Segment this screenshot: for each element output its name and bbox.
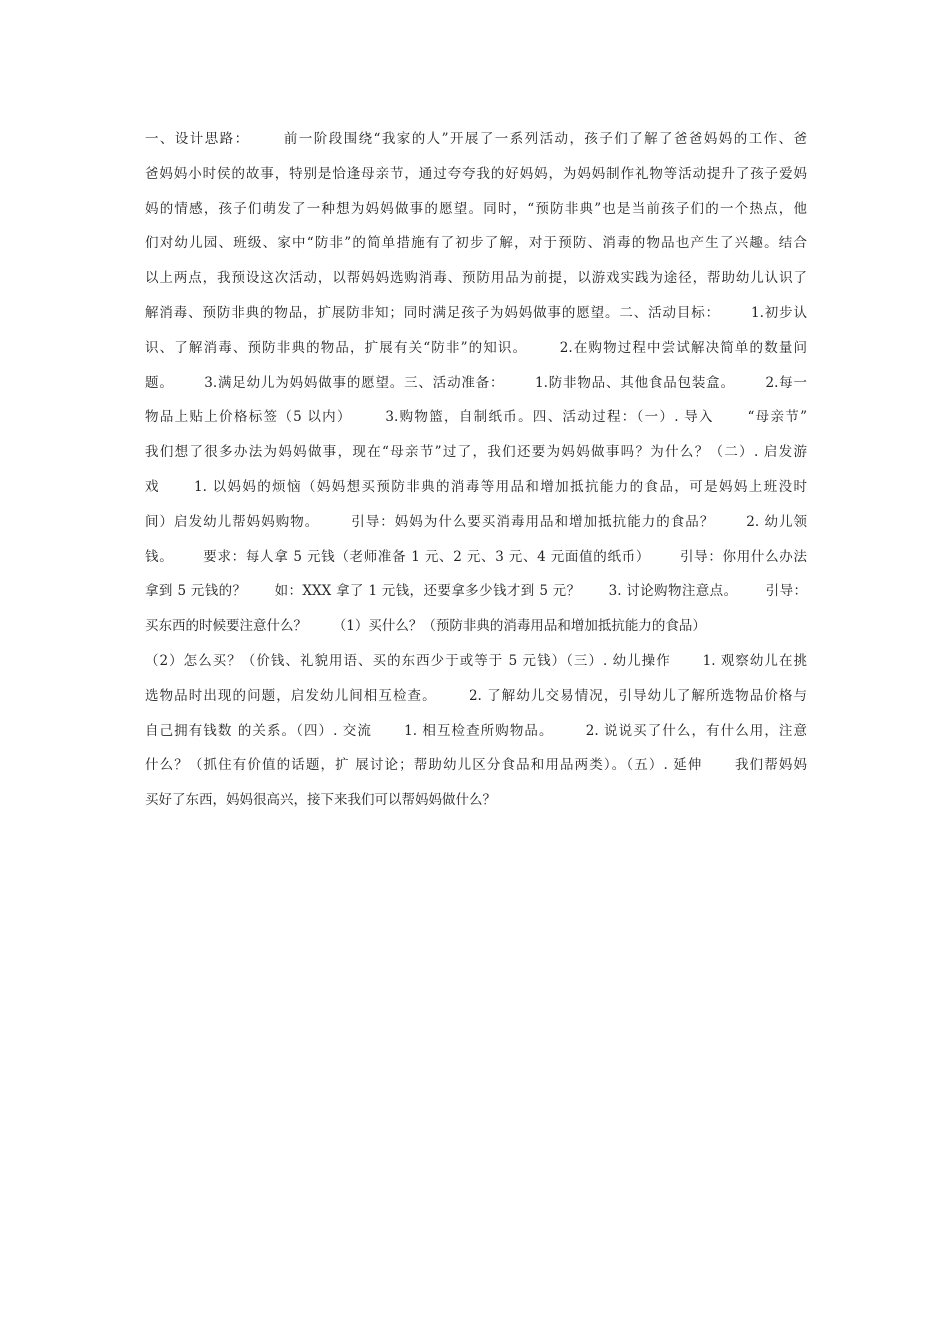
text-line: 妈的情感，孩子们萌发了一种想为妈妈做事的愿望。同时，“预防非典”也是当前孩子们的一个热点，他: [145, 200, 807, 217]
text-line: 什么？（抓住有价值的话题，扩 展讨论；帮助幼儿区分食品和用品两类）。（五）. 延伸 我们帮妈妈: [145, 757, 807, 774]
text-line: 钱。 要求：每人拿 5 元钱（老师准备 1 元、2 元、3 元、4 元面值的纸币） 引导：你用什么办法: [145, 548, 807, 565]
text-line: 买好了东西，妈妈很高兴，接下来我们可以帮妈妈做什么？: [145, 792, 496, 809]
text-line: 一、设计思路： 前一阶段围绕“我家的人”开展了一系列活动，孩子们了解了爸爸妈妈的工作、爸: [145, 131, 807, 147]
text-line: 间）启发幼儿帮妈妈购物。 引导：妈妈为什么要买消毒用品和增加抵抗能力的食品？ 2. 幼儿领: [145, 513, 807, 530]
text-line: 我们想了很多办法为妈妈做事，现在“母亲节”过了，我们还要为妈妈做事吗？为什么？（二）. 启发游: [145, 444, 807, 461]
text-line: 戏 1. 以妈妈的烦恼（妈妈想买预防非典的消毒等用品和增加抵抗能力的食品，可是妈妈上班没时: [145, 478, 807, 495]
text-line: 们对幼儿园、班级、家中“防非”的简单措施有了初步了解，对于预防、消毒的物品也产生了兴趣。结合: [145, 235, 807, 252]
text-line: 物品上贴上价格标签（5 以内） 3.购物篮，自制纸币。四、活动过程：（一）. 导入 “母亲节”: [145, 409, 807, 426]
document-body: [145, 122, 807, 818]
text-line: 题。 3.满足幼儿为妈妈做事的愿望。三、活动准备： 1.防非物品、其他食品包装盒。 2.每一: [145, 374, 807, 391]
text-line: 选物品时出现的问题，启发幼儿间相互检查。 2. 了解幼儿交易情况，引导幼儿了解所选物品价格与: [145, 687, 807, 704]
text-line: 自己拥有钱数 的关系。（四）. 交流 1. 相互检查所购物品。 2. 说说买了什么，有什么用，注意: [145, 722, 807, 739]
text-line: 拿到 5 元钱的？ 如：XXX 拿了 1 元钱，还要拿多少钱才到 5 元？ 3. 讨论购物注意点。 引导：: [145, 583, 807, 600]
text-line: 以上两点，我预设这次活动，以帮妈妈选购消毒、预防用品为前提，以游戏实践为途径，帮助幼儿认识了: [145, 270, 807, 287]
text-line: 解消毒、预防非典的物品，扩展防非知；同时满足孩子为妈妈做事的愿望。二、活动目标： 1.初步认: [145, 304, 807, 321]
text-line: （2）怎么买？（价钱、礼貌用语、买的东西少于或等于 5 元钱）（三）. 幼儿操作 1. 观察幼儿在挑: [145, 652, 807, 669]
text-line: 识、了解消毒、预防非典的物品，扩展有关“防非”的知识。 2.在购物过程中尝试解决简单的数量问: [145, 339, 807, 356]
text-line: 买东西的时候要注意什么？ （1）买什么？（预防非典的消毒用品和增加抵抗能力的食品）: [145, 618, 706, 635]
text-line: 爸妈妈小时侯的故事，特别是恰逢母亲节，通过夸夸我的好妈妈，为妈妈制作礼物等活动提升了孩子爱妈: [145, 165, 807, 182]
